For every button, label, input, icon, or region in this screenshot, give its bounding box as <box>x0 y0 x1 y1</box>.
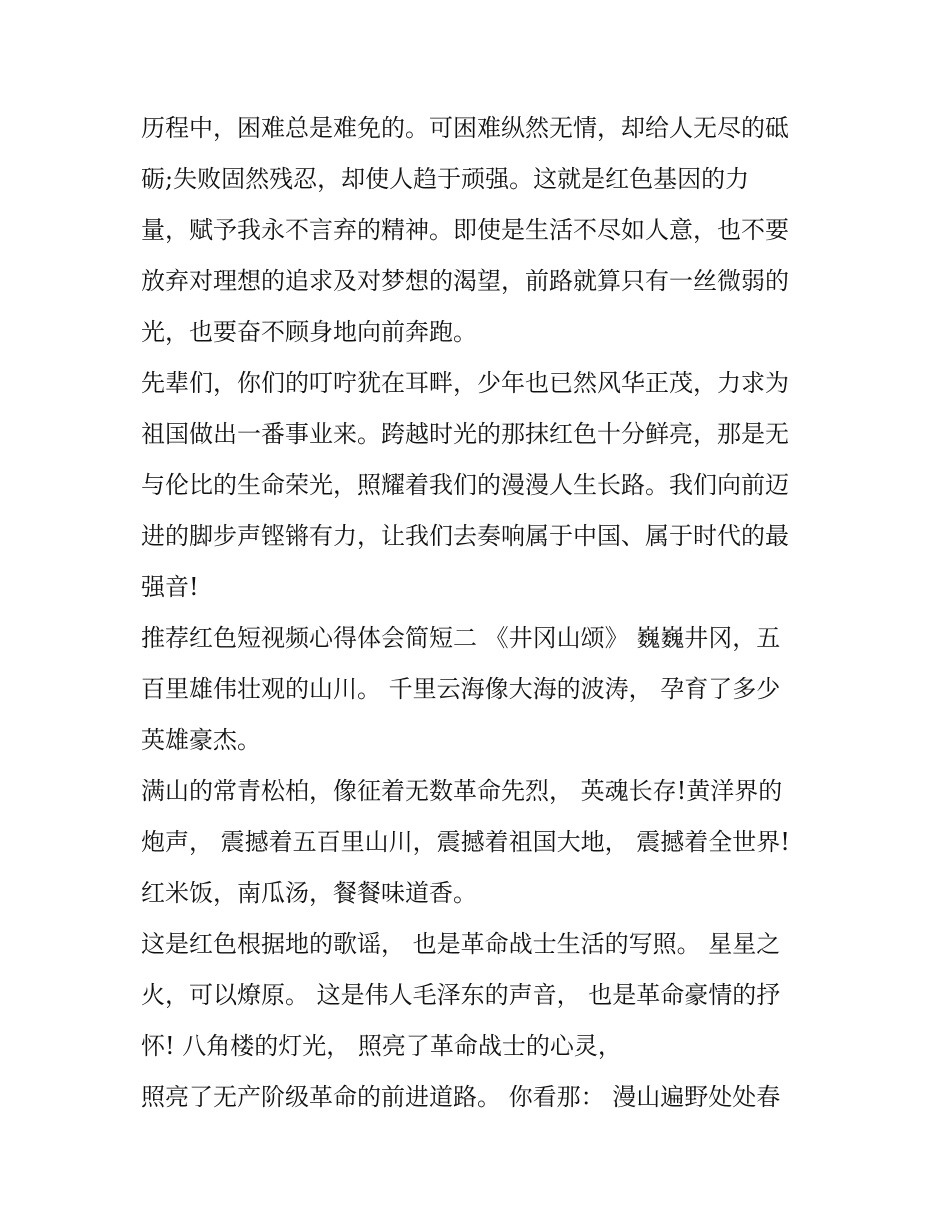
text-line: 照亮了无产阶级革命的前进道路。 你看那： 漫山遍野处处春 <box>141 1083 781 1111</box>
text-line: 这是红色根据地的歌谣， 也是革命战士生活的写照。 星星之 <box>141 930 781 958</box>
text-line: 进的脚步声铿锵有力，让我们去奏响属于中国、属于时代的最 <box>141 522 789 550</box>
text-line: 光，也要奋不顾身地向前奔跑。 <box>141 318 477 346</box>
text-line: 满山的常青松柏，像征着无数革命先烈， 英魂长存!黄洋界的 <box>141 777 783 805</box>
text-line: 火，可以燎原。 这是伟人毛泽东的声音， 也是革命豪情的抒 <box>141 981 781 1009</box>
text-line: 炮声， 震撼着五百里山川，震撼着祖国大地， 震撼着全世界! <box>141 828 790 856</box>
text-line: 怀! 八角楼的灯光， 照亮了革命战士的心灵， <box>141 1032 622 1060</box>
text-line: 红米饭，南瓜汤，餐餐味道香。 <box>141 879 477 907</box>
text-line: 砺;失败固然残忍，却使人趋于顽强。这就是红色基因的力 <box>141 165 750 193</box>
text-line: 英雄豪杰。 <box>141 726 261 754</box>
text-line: 祖国做出一番事业来。跨越时光的那抹红色十分鲜亮，那是无 <box>141 420 789 448</box>
text-line: 与伦比的生命荣光，照耀着我们的漫漫人生长路。我们向前迈 <box>141 471 789 499</box>
text-line: 先辈们，你们的叮咛犹在耳畔，少年也已然风华正茂，力求为 <box>141 369 789 397</box>
text-line: 历程中，困难总是难免的。可困难纵然无情，却给人无尽的砥 <box>141 114 789 142</box>
text-line: 量，赋予我永不言弃的精神。即使是生活不尽如人意，也不要 <box>141 216 789 244</box>
text-line: 放弃对理想的追求及对梦想的渴望，前路就算只有一丝微弱的 <box>141 267 789 295</box>
text-line: 推荐红色短视频心得体会简短二 《井冈山颂》 巍巍井冈，五 <box>141 624 781 652</box>
text-line: 强音! <box>141 573 199 601</box>
text-line: 百里雄伟壮观的山川。 千里云海像大海的波涛， 孕育了多少 <box>141 675 781 703</box>
